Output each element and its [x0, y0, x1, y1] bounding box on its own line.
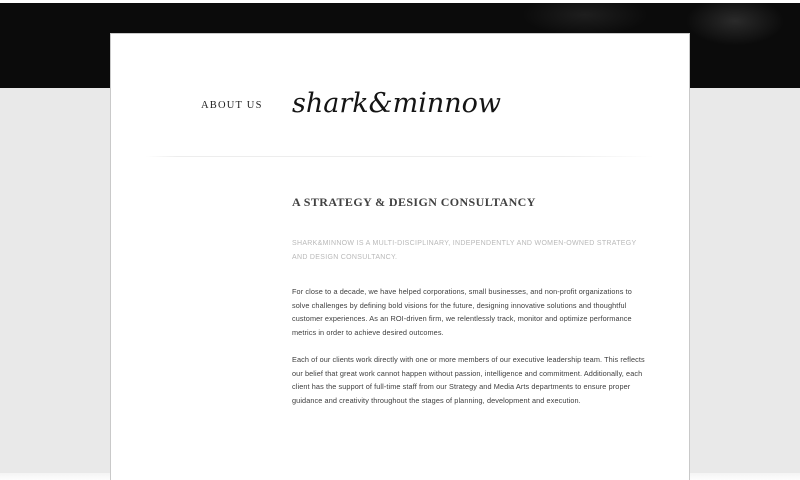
article-paragraph: For close to a decade, we have helped corporations, small businesses, and non-profit organizations to solve challenges by defining bold visions for the future, designing innovative solutions and thoughtful customer experiences. As an ROI-driven firm, we relentlessly track, monitor and optimize performance metrics in order to achieve desired outcomes.: [292, 287, 632, 337]
about-page-card: [110, 33, 690, 480]
masthead-divider: [146, 156, 654, 157]
site-logo[interactable]: shark&minnow: [292, 88, 502, 119]
nav-link-about-us[interactable]: ABOUT US: [201, 100, 263, 111]
article-content: [292, 195, 647, 421]
article-paragraph: Each of our clients work directly with one or more members of our executive leadership team. This reflects our belief that great work cannot happen without passion, intelligence and commitment. Additionally, each client has the support of full-time staff from our Strategy and Media Arts departments to ensure proper guidance and creativity throughout the stages of planning, development and execution.: [292, 355, 645, 405]
article-heading: A STRATEGY & DESIGN CONSULTANCY: [292, 195, 536, 209]
article-intro-tagline: SHARK&MINNOW IS A MULTI-DISCIPLINARY, INDEPENDENTLY AND WOMEN-OWNED STRATEGY AND DESIGN CONSULTANCY.: [292, 240, 637, 261]
